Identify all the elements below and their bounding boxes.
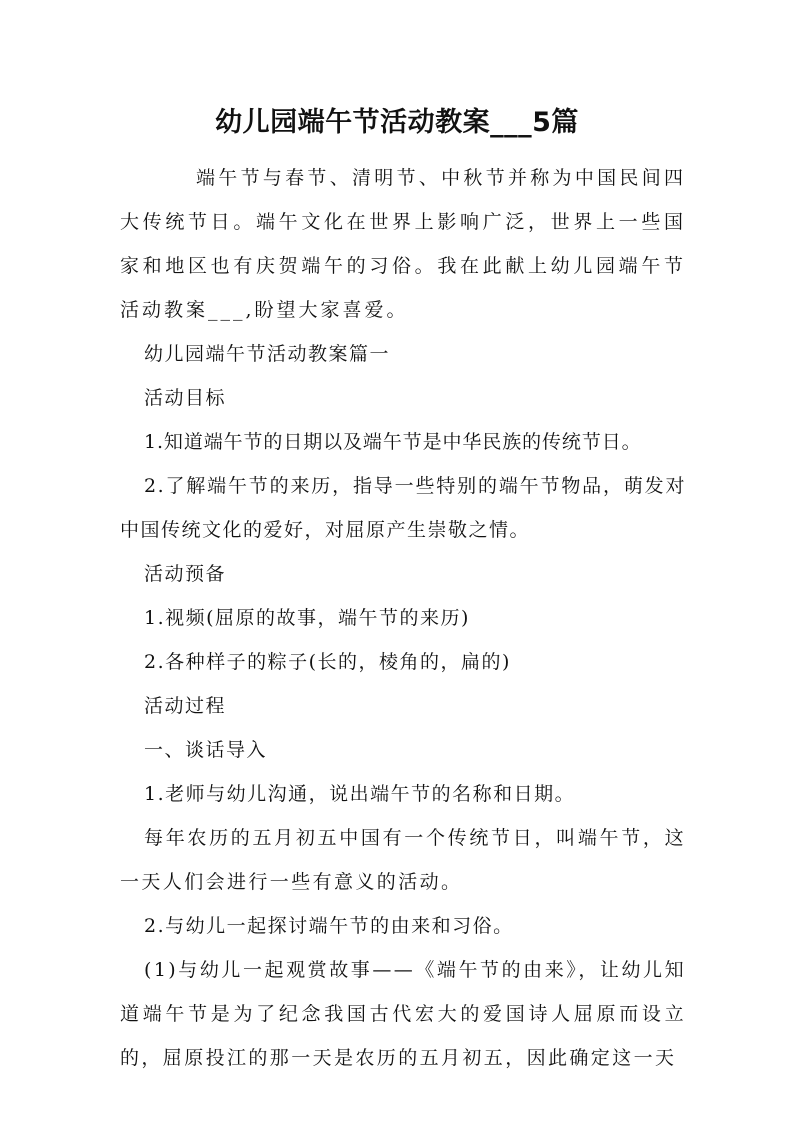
process-item-2: 2.与幼儿一起探讨端午节的由来和习俗。 xyxy=(144,915,514,937)
preparation-item-1: 1.视频(屈原的故事，端午节的来历) xyxy=(144,607,470,629)
process-paragraph: 每年农历的五月初五中国有一个传统节日，叫端午节，这一天人们会进行一些有意义的活动。 xyxy=(120,827,686,893)
section-heading-process: 活动过程 xyxy=(144,695,227,717)
goal-item-2: 2.了解端午节的来历，指导一些特别的端午节物品，萌发对中国传统文化的爱好，对屈原产生崇敬之情。 xyxy=(120,475,686,541)
document-title: 幼儿园端午节活动教案___5篇 xyxy=(215,107,579,138)
process-step-heading: 一、谈话导入 xyxy=(144,739,268,761)
goal-item-1: 1.知道端午节的日期以及端午节是中华民族的传统节日。 xyxy=(144,431,642,453)
document-body xyxy=(120,156,686,1080)
intro-paragraph: 端午节与春节、清明节、中秋节并称为中国民间四大传统节日。端午文化在世界上影响广泛，世界上一些国家和地区也有庆贺端午的习俗。我在此献上幼儿园端午节活动教案___,盼望大家喜爱。 xyxy=(120,167,686,321)
preparation-item-2: 2.各种样子的粽子(长的，棱角的，扁的) xyxy=(144,651,511,673)
section-heading-goals: 活动目标 xyxy=(144,387,227,409)
process-item-1: 1.老师与幼儿沟通，说出端午节的名称和日期。 xyxy=(144,783,576,805)
section-heading-lesson-one: 幼儿园端午节活动教案篇一 xyxy=(144,343,391,365)
process-sub-item-1: (1)与幼儿一起观赏故事——《端午节的由来》，让幼儿知道端午节是为了纪念我国古代宏大的爱国诗人屈原而设立的，屈原投江的那一天是农历的五月初五，因此确定这一天 xyxy=(120,959,686,1069)
section-heading-preparation: 活动预备 xyxy=(144,563,227,585)
